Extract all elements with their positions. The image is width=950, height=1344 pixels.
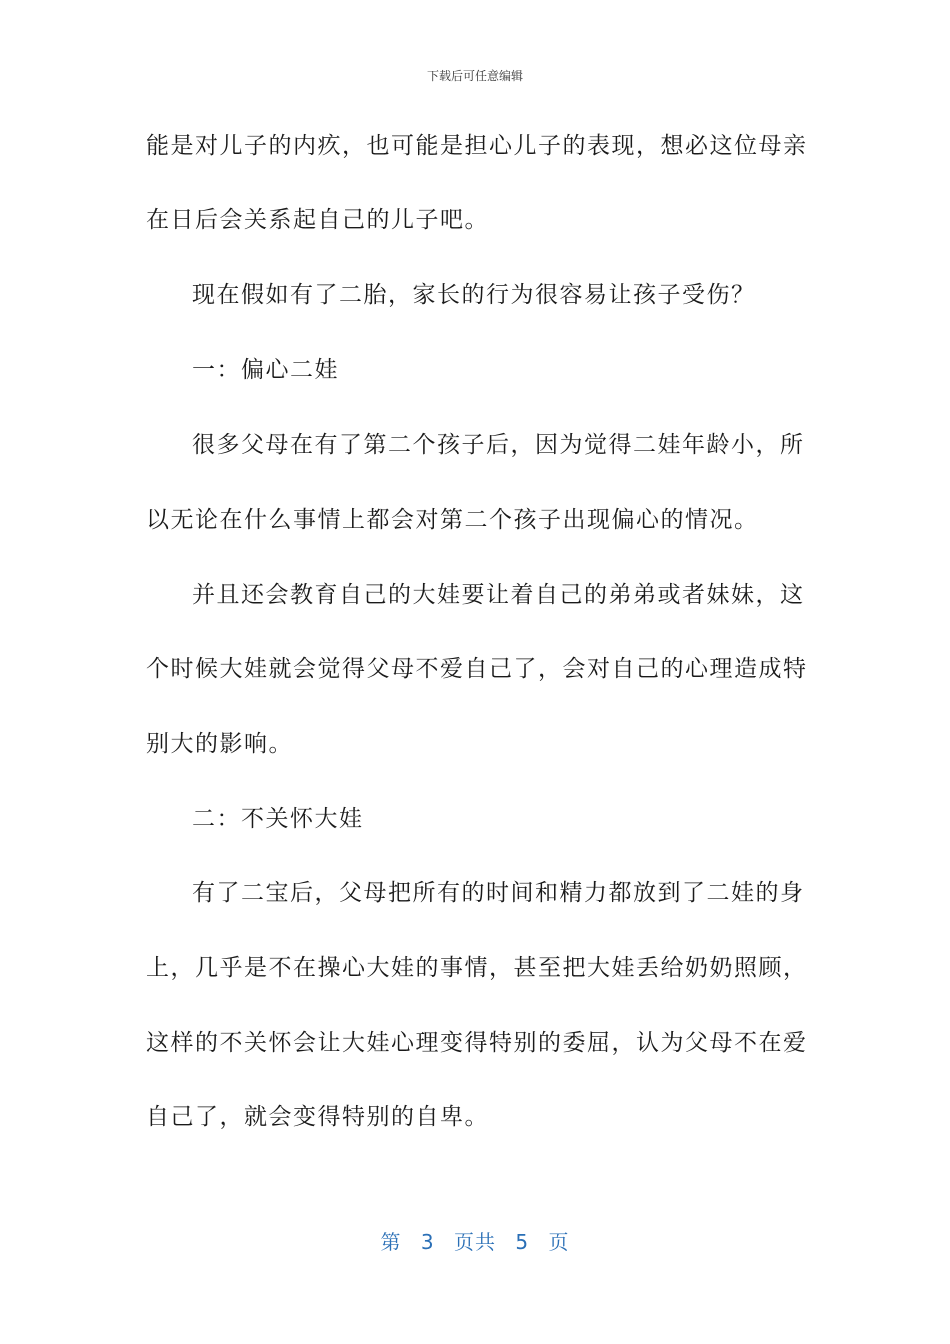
text-line: 并且还会教育自己的大娃要让着自己的弟弟或者妹妹，这	[192, 582, 805, 608]
section-heading: 一：偏心二娃	[192, 357, 339, 383]
text-line: 上，几乎是不在操心大娃的事情，甚至把大娃丢给奶奶照顾，	[146, 955, 808, 981]
section-heading: 二：不关怀大娃	[192, 806, 364, 832]
page-current: 3	[420, 1230, 435, 1254]
text-line: 能是对儿子的内疚，也可能是担心儿子的表现，想必这位母亲	[146, 133, 808, 159]
page-end: 页	[548, 1230, 570, 1254]
text-line: 在日后会关系起自己的儿子吧。	[146, 207, 489, 233]
text-line: 以无论在什么事情上都会对第二个孩子出现偏心的情况。	[146, 507, 759, 533]
text-line: 很多父母在有了第二个孩子后，因为觉得二娃年龄小，所	[192, 432, 805, 458]
text-line: 自己了，就会变得特别的自卑。	[146, 1104, 489, 1130]
text-line: 这样的不关怀会让大娃心理变得特别的委屈，认为父母不在爱	[146, 1030, 808, 1056]
text-line: 现在假如有了二胎，家长的行为很容易让孩子受伤？	[192, 282, 756, 308]
page-mid: 页共	[454, 1230, 496, 1254]
page-footer	[0, 1226, 950, 1255]
text-line: 有了二宝后，父母把所有的时间和精力都放到了二娃的身	[192, 880, 805, 906]
page-header: 下载后可任意编辑	[426, 69, 523, 83]
page-total: 5	[515, 1230, 530, 1254]
page-label: 第	[380, 1230, 402, 1254]
text-line: 别大的影响。	[146, 731, 293, 757]
text-line: 个时候大娃就会觉得父母不爱自己了，会对自己的心理造成特	[146, 656, 808, 682]
